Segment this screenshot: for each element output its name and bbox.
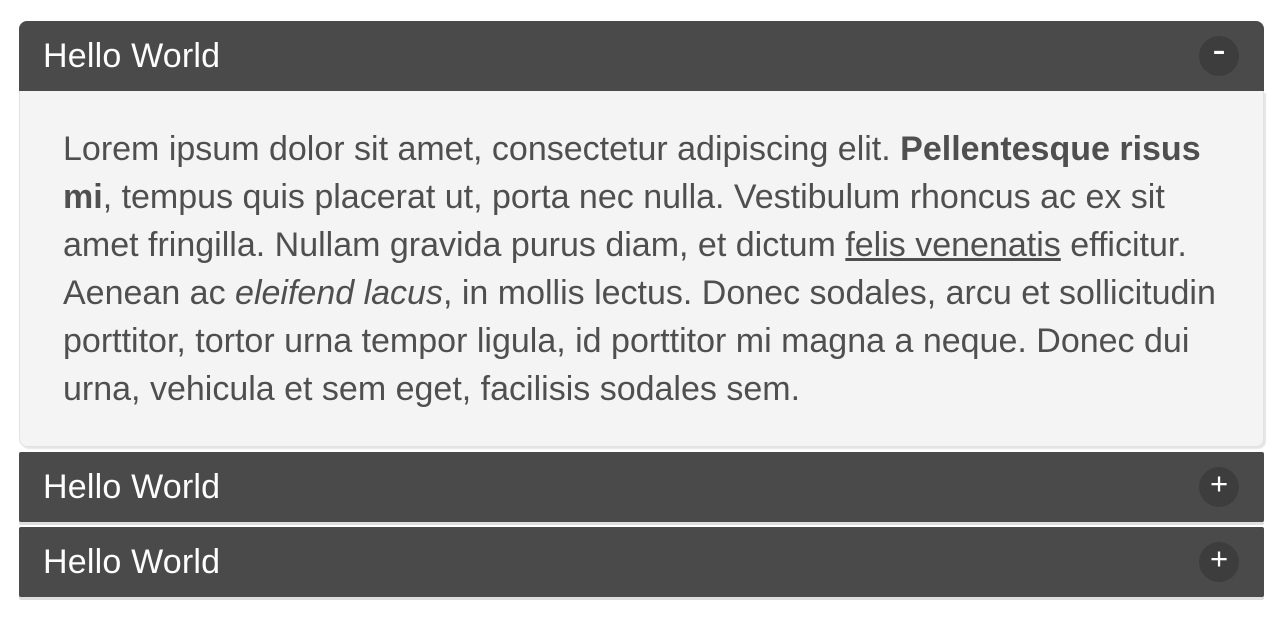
accordion-section [19, 527, 1264, 597]
expand-button[interactable] [1199, 467, 1239, 507]
accordion-header[interactable] [19, 21, 1264, 91]
accordion-title: Hello World [43, 542, 221, 581]
accordion-header[interactable] [19, 527, 1264, 597]
paragraph-segment: , tempus quis placerat ut, porta nec nulla. Vestibulum rhoncus ac ex sit amet fringilla. Nullam gravida purus diam, et dictum [63, 178, 1165, 264]
accordion [19, 21, 1264, 597]
expand-button[interactable] [1199, 542, 1239, 582]
paragraph-segment-underline: felis venenatis [845, 226, 1061, 264]
accordion-panel [19, 91, 1264, 447]
collapse-button[interactable] [1199, 28, 1239, 76]
paragraph-segment: Lorem ipsum dolor sit amet, consectetur adipiscing elit. [63, 130, 901, 168]
paragraph-segment-italic: eleifend lacus [235, 274, 443, 312]
plus-icon: + [1209, 465, 1229, 501]
plus-icon: + [1209, 540, 1229, 576]
paragraph-segment-bold: Pellentesque risus mi [63, 130, 1201, 216]
paragraph-segment: , in mollis lectus. Donec sodales, arcu et sollicitudin porttitor, tortor urna tempor ligula, id porttitor mi magna a neque. Donec dui urna, vehicula et sem eget, facilisis sodales sem. [63, 274, 1216, 408]
paragraph-segment: efficitur. Aenean ac [63, 226, 1187, 312]
accordion-header[interactable] [19, 452, 1264, 522]
accordion-section [19, 21, 1264, 447]
minus-icon: - [1212, 28, 1226, 72]
accordion-section [19, 452, 1264, 522]
panel-paragraph [63, 125, 1220, 413]
accordion-title: Hello World [43, 36, 221, 75]
accordion-title: Hello World [43, 467, 221, 506]
